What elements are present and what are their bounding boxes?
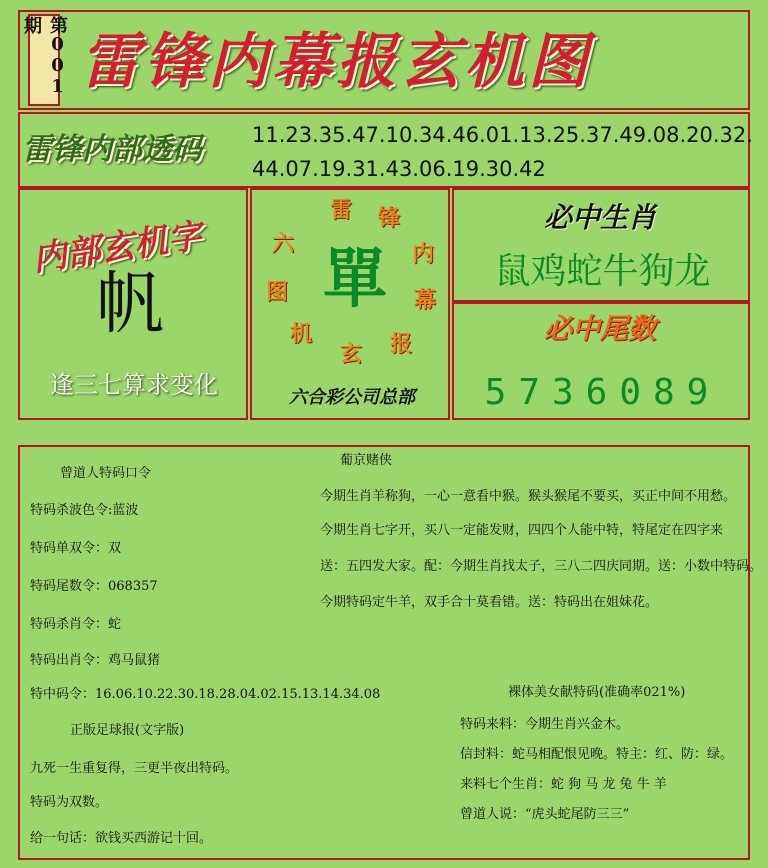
- left-item: 特码为双数。: [30, 795, 109, 810]
- secret-word-title: 内部玄机字: [30, 216, 205, 280]
- ring-char: 玄: [339, 341, 362, 367]
- tail-values: 5736089: [484, 372, 721, 413]
- ring-char: 六: [271, 231, 294, 257]
- secret-word-hint: 逢三七算求变化: [50, 371, 218, 399]
- left-heading-2: 正版足球报(文字版): [70, 723, 185, 738]
- left-item: 给一句话：欲钱买西游记十回。: [30, 831, 213, 846]
- ring-char: 机: [289, 321, 312, 347]
- ring-char: 内: [411, 241, 434, 267]
- main-title: 雷锋内幕报玄机图: [80, 27, 592, 97]
- right-paragraph-line: 今期特码定牛羊，双手合十莫看错。送：特码出在姐妹花。: [320, 595, 659, 610]
- secret-word-char: 帆: [95, 265, 164, 344]
- internal-code-numbers: [252, 118, 753, 186]
- numbers-line-1: 11.23.35.47.10.34.46.01.13.25.37.49.08.20.32.: [252, 123, 753, 147]
- company-label: 六合彩公司总部: [289, 387, 415, 408]
- left-heading-1: 曾道人特码口令: [60, 466, 152, 481]
- right-item: 信封料：蛇马相配恨见晚。特主：红、防：绿。: [460, 747, 734, 762]
- issue-label: 第001期: [28, 14, 60, 106]
- zodiac-title: 必中生肖: [543, 201, 656, 234]
- left-item: 特码尾数令：068357: [30, 579, 158, 594]
- left-item: 特码单双令：双: [30, 541, 122, 556]
- left-item: 特码杀肖令：蛇: [30, 617, 122, 632]
- ring-char: 图: [265, 279, 288, 305]
- left-item: 特码出肖令：鸡马鼠猪: [30, 653, 161, 668]
- ring-char: 幕: [413, 287, 436, 313]
- right-heading-1: 葡京赌侠: [340, 453, 393, 468]
- right-item: 曾道人说：“虎头蛇尾防三三”: [460, 807, 630, 822]
- left-item: 九死一生重复得，三更半夜出特码。: [30, 761, 239, 776]
- left-item: 特码杀波色令:蓝波: [30, 503, 139, 518]
- center-char: 單: [323, 242, 387, 317]
- right-paragraph-line: 今期生肖七字开，买八一定能发财，四四个人能中特，特尾定在四字来: [320, 523, 724, 538]
- right-paragraph-line: 送：五四发大家。配：今期生肖找太子，三八二四庆同期。送：小数中特码。: [320, 559, 763, 574]
- tail-title: 必中尾数: [543, 312, 656, 345]
- ring-char: 锋: [377, 205, 400, 231]
- numbers-line-2: 44.07.19.31.43.06.19.30.42: [252, 157, 546, 181]
- internal-code-title: 雷锋内部透码: [22, 132, 202, 167]
- right-paragraph-line: 今期生肖羊称狗，一心一意看中猴。猴头猴尾不要买，买正中间不用愁。: [320, 489, 737, 504]
- zodiac-values: 鼠鸡蛇牛狗龙: [494, 251, 711, 292]
- right-item: 特码来料：今期生肖兴金木。: [460, 717, 630, 732]
- ring-char: 雷: [329, 197, 352, 223]
- left-item: 特中码令：16.06.10.22.30.18.28.04.02.15.13.14.34.08: [30, 687, 381, 702]
- right-item: 来料七个生肖：蛇 狗 马 龙 兔 牛 羊: [460, 777, 667, 792]
- right-heading-2: 裸体美女献特码(准确率021%): [508, 685, 686, 700]
- ring-char: 报: [389, 331, 412, 357]
